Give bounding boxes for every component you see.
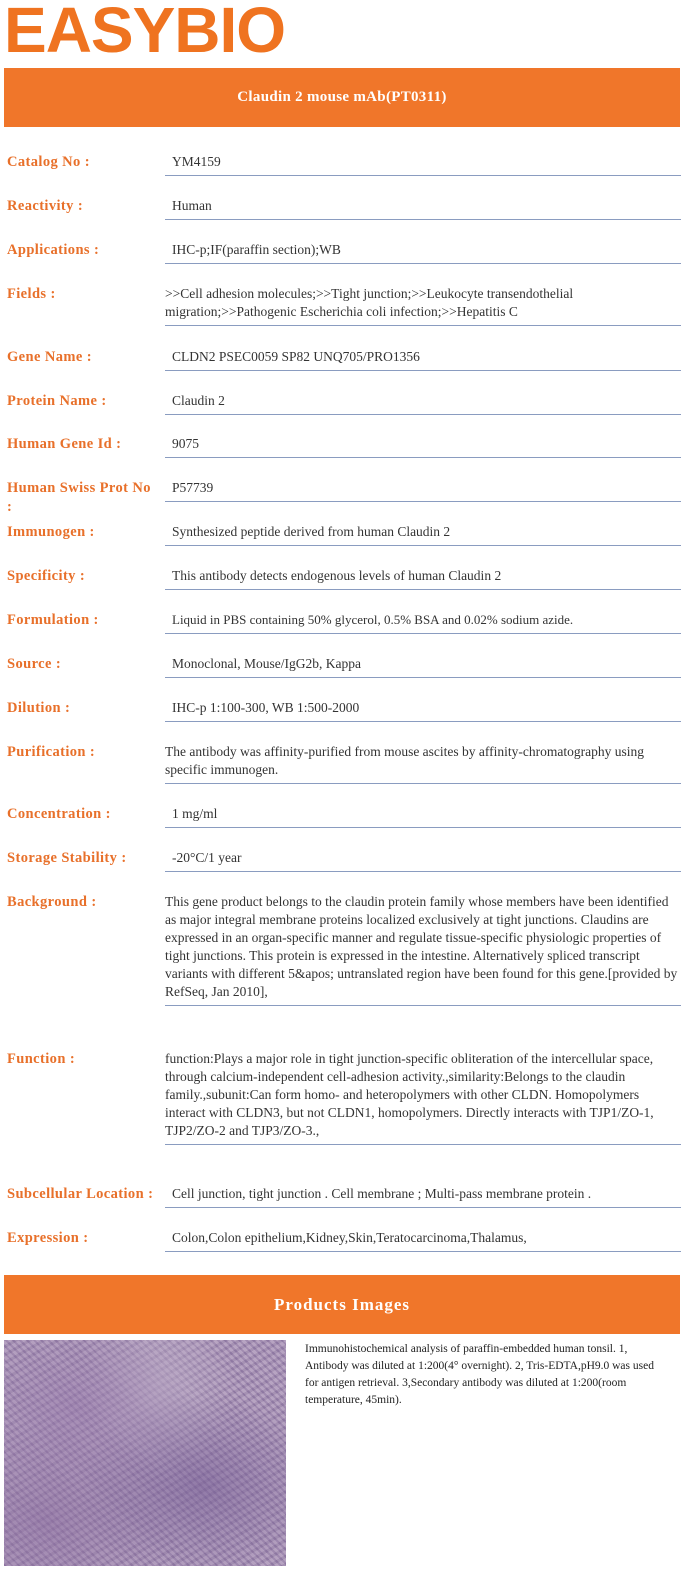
- label-storage-stability: Storage Stability :: [7, 850, 127, 866]
- label-reactivity: Reactivity :: [7, 198, 84, 214]
- value-specificity: This antibody detects endogenous levels of human Claudin 2: [165, 567, 681, 590]
- products-images-bar: [4, 1275, 680, 1334]
- value-subcellular-location: Cell junction, tight junction . Cell membrane ; Multi-pass membrane protein .: [165, 1185, 681, 1208]
- value-protein-name: Claudin 2: [165, 392, 681, 415]
- label-subcellular-location: Subcellular Location :: [7, 1186, 154, 1202]
- product-title-bar: [4, 68, 680, 127]
- value-expression: Colon,Colon epithelium,Kidney,Skin,Teratocarcinoma,Thalamus,: [165, 1229, 681, 1252]
- label-catalog-no: Catalog No :: [7, 154, 90, 170]
- label-concentration: Concentration :: [7, 806, 111, 822]
- label-source: Source :: [7, 656, 62, 672]
- value-formulation: Liquid in PBS containing 50% glycerol, 0.5% BSA and 0.02% sodium azide.: [165, 611, 681, 634]
- value-concentration: 1 mg/ml: [165, 805, 681, 828]
- value-function: function:Plays a major role in tight junction-specific obliteration of the intercellular space, through calcium-independent cell-adhesion activity.,similarity:Belongs to the claudin family.,subunit:Can form homo- and heteropolymers with other CLDN. Homopolymers interact with CLDN3, but not CLDN1, homopolymers. Directly interacts with TJP1/ZO-1, TJP2/ZO-2 and TJP3/ZO-3.,: [165, 1050, 681, 1145]
- value-background: This gene product belongs to the claudin protein family whose members have been identified as major integral membrane proteins localized exclusively at tight junctions. Claudins are expressed in an organ-specific manner and regulate tissue-specific physiologic properties of tight junctions. This protein is expressed in the intestine. Alternatively spliced transcript variants with different 5&apos; untranslated region have been found for this gene.[provided by RefSeq, Jan 2010],: [165, 893, 681, 1006]
- value-dilution: IHC-p 1:100-300, WB 1:500-2000: [165, 699, 681, 722]
- label-specificity: Specificity :: [7, 568, 86, 584]
- value-fields: >>Cell adhesion molecules;>>Tight junction;>>Leukocyte transendothelial migration;>>Pathogenic Escherichia coli infection;>>Hepatitis C: [165, 285, 681, 326]
- label-purification: Purification :: [7, 744, 96, 760]
- value-swiss-prot: P57739: [165, 479, 681, 502]
- label-applications: Applications :: [7, 242, 100, 258]
- product-title: Claudin 2 mouse mAb(PT0311): [237, 89, 447, 105]
- label-human-gene-id: Human Gene Id :: [7, 436, 122, 452]
- value-applications: IHC-p;IF(paraffin section);WB: [165, 241, 681, 264]
- value-human-gene-id: 9075: [165, 435, 681, 458]
- logo-text: EASYBIO: [4, 0, 286, 66]
- label-background: Background :: [7, 894, 97, 910]
- label-dilution: Dilution :: [7, 700, 71, 716]
- label-protein-name: Protein Name :: [7, 393, 107, 409]
- value-storage-stability: -20°C/1 year: [165, 849, 681, 872]
- label-function: Function :: [7, 1051, 76, 1067]
- value-source: Monoclonal, Mouse/IgG2b, Kappa: [165, 655, 681, 678]
- label-gene-name: Gene Name :: [7, 349, 92, 365]
- value-catalog-no: YM4159: [165, 153, 681, 176]
- label-fields: Fields :: [7, 286, 56, 302]
- easybio-logo: [4, 0, 286, 66]
- image-caption: Immunohistochemical analysis of paraffin-embedded human tonsil. 1, Antibody was diluted at 1:200(4° overnight). 2, Tris-EDTA,pH9.0 was used for antigen retrieval. 3,Secondary antibody was diluted at 1:200(room temperature, 45min).: [305, 1343, 654, 1406]
- value-reactivity: Human: [165, 197, 681, 220]
- value-gene-name: CLDN2 PSEC0059 SP82 UNQ705/PRO1356: [165, 348, 681, 371]
- products-images-title: Products Images: [273, 1294, 411, 1314]
- ihc-tonsil-image: [4, 1340, 286, 1566]
- label-immunogen: Immunogen :: [7, 524, 95, 540]
- label-formulation: Formulation :: [7, 612, 99, 628]
- value-immunogen: Synthesized peptide derived from human Claudin 2: [165, 523, 681, 546]
- value-purification: The antibody was affinity-purified from mouse ascites by affinity-chromatography using specific immunogen.: [165, 743, 681, 784]
- label-swiss-prot: Human Swiss Prot No :: [7, 480, 151, 515]
- label-expression: Expression :: [7, 1230, 89, 1246]
